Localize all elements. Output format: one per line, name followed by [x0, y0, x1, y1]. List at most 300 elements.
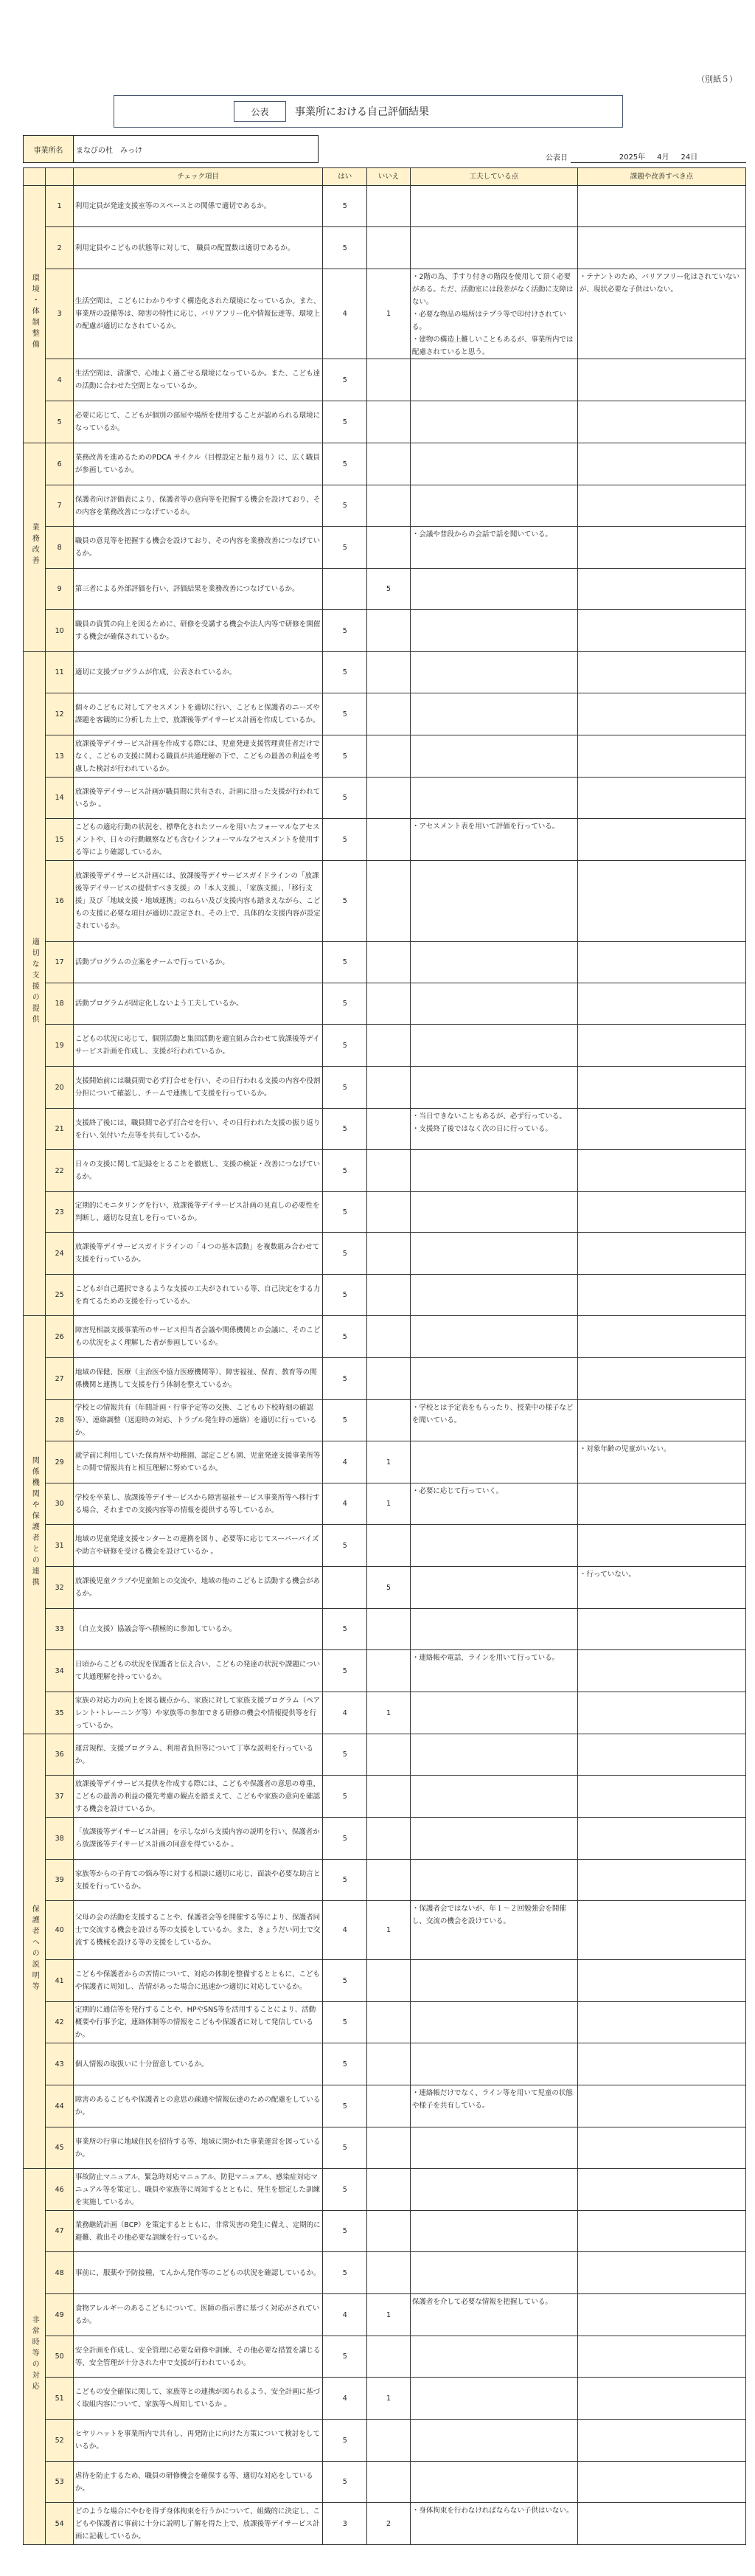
check-item-text: こどもの安全確保に関して、家族等との連携が図られるよう、安全計画に基づく取組内容について、家族等へ周知しているか 。	[73, 2378, 322, 2420]
no-count: 5	[367, 1567, 411, 1609]
good-points-cell: ・連絡帳や電話、ラインを用いて行っている。	[410, 1650, 577, 1692]
check-item-text: 支援終了後には、職員間で必ず打合せを行い、その日行われた支援の振り返りを行い､気付いた点等を共有しているか。	[73, 1109, 322, 1150]
good-points-cell	[410, 2169, 577, 2211]
yes-count: 5	[323, 2211, 367, 2252]
no-count: 2	[367, 2503, 411, 2545]
yes-count: 5	[323, 1233, 367, 1275]
yes-count: 4	[323, 1483, 367, 1525]
check-item-text: 放課後等デイサービス計画を作成する際には、児童発達支援管理責任者だけでなく、こどもの支援に関わる職員が共通理解の下で、こどもの最善の利益を考慮した検討が行われているか。	[73, 735, 322, 778]
item-number: 17	[46, 942, 73, 983]
category-cell	[24, 186, 46, 443]
check-item-text: 「放課後等デイサービス計画」を示しながら支援内容の説明を行い、保護者から放課後等デイサービス計画の同意を得ているか 。	[73, 1818, 322, 1860]
check-item-text: 職員の資質の向上を図るために、研修を受講する機会や法人内等で研修を開催する機会が確保されているか。	[73, 610, 322, 652]
issues-cell	[577, 610, 745, 652]
item-number: 21	[46, 1109, 73, 1150]
header-issues: 課題や改善すべき点	[577, 168, 745, 186]
yes-count: 5	[323, 1776, 367, 1818]
good-points-cell	[410, 1692, 577, 1734]
check-item-text: どのような場合にやむを得ず身体拘束を行うかについて、組織的に決定し、こどもや保護者に事前に十分に説明し了解を得た上で、放課後等デイサービス計画に記載しているか。	[73, 2503, 322, 2545]
good-points-cell	[410, 1860, 577, 1901]
good-points-cell	[410, 1358, 577, 1400]
good-points-cell	[410, 693, 577, 735]
no-count	[367, 819, 411, 861]
issues-cell	[577, 1901, 745, 1960]
check-item-text: 第三者による外部評価を行い、評価結果を業務改善につなげているか。	[73, 569, 322, 610]
yes-count: 5	[323, 527, 367, 569]
issues-cell	[577, 2127, 745, 2169]
yes-count: 5	[323, 1316, 367, 1358]
yes-count: 5	[323, 1650, 367, 1692]
no-count	[367, 942, 411, 983]
good-points-cell	[410, 485, 577, 527]
check-item-text: （自立支援）協議会等へ積極的に参加しているか。	[73, 1609, 322, 1650]
yes-count: 5	[323, 1860, 367, 1901]
good-points-cell	[410, 1233, 577, 1275]
table-row	[24, 1109, 746, 1150]
check-item-text: 適切に支援プログラムが作成、公表されているか。	[73, 652, 322, 693]
item-number: 19	[46, 1025, 73, 1067]
table-row	[24, 2294, 746, 2336]
item-number: 1	[46, 186, 73, 227]
issues-cell: ・対象年齢の児童がいない。	[577, 1441, 745, 1483]
check-item-text: 支援開始前には職員間で必ず打合せを行い、その日行われる支援の内容や役割分担について確認し、チームで連携して支援を行っているか。	[73, 1067, 322, 1109]
yes-count: 5	[323, 2127, 367, 2169]
issues-cell	[577, 1483, 745, 1525]
item-number: 33	[46, 1609, 73, 1650]
category-cell	[24, 443, 46, 652]
yes-count	[323, 569, 367, 610]
good-points-cell	[410, 1525, 577, 1567]
good-points-cell	[410, 861, 577, 942]
issues-cell	[577, 2420, 745, 2462]
good-points-cell	[410, 1067, 577, 1109]
issues-cell	[577, 1609, 745, 1650]
check-item-text: 日頃からこどもの状況を保護者と伝え合い、こどもの発達の状況や課題について共通理解を持っているか。	[73, 1650, 322, 1692]
issues-cell	[577, 819, 745, 861]
check-item-text: 業務継続計画（BCP）を策定するとともに、非常災害の発生に備え、定期的に避難、救出その他必要な訓練を行っているか。	[73, 2211, 322, 2252]
table-row	[24, 942, 746, 983]
check-item-text: ヒヤリハットを事業所内で共有し、再発防止に向けた方策について検討をしているか。	[73, 2420, 322, 2462]
table-row	[24, 527, 746, 569]
table-row	[24, 2420, 746, 2462]
good-points-cell	[410, 1567, 577, 1609]
check-item-text: 障害のあるこどもや保護者との意思の疎通や情報伝達のための配慮をしているか。	[73, 2085, 322, 2127]
office-name-value: まなびの杜 みっけ	[76, 146, 142, 155]
item-number: 39	[46, 1860, 73, 1901]
check-item-text: 安全計画を作成し、安全管理に必要な研修や訓練、その他必要な措置を講じる等、安全管理が十分された中で支援が行われているか。	[73, 2336, 322, 2378]
table-row	[24, 652, 746, 693]
yes-count: 5	[323, 1609, 367, 1650]
issues-cell	[577, 1860, 745, 1901]
check-item-text: 地域の児童発達支援センターとの連携を図り、必要等に応じてスーパーバイズや助言や研修を受ける機会を設けているか 。	[73, 1525, 322, 1567]
good-points-cell	[410, 359, 577, 401]
publish-date-label: 公表日	[546, 153, 568, 162]
table-row	[24, 569, 746, 610]
no-count	[367, 1192, 411, 1233]
no-count: 1	[367, 1483, 411, 1525]
yes-count: 5	[323, 1067, 367, 1109]
check-item-text: 放課後等デイサービス提供を作成する際には、こどもや保護者の意思の尊重、こどもの最善の利益の優先考慮の観点を踏まえて、こどもや家族の意向を確認する機会を設けているか。	[73, 1776, 322, 1818]
issues-cell	[577, 227, 745, 269]
good-points-cell: ・必要に応じて行っていく。	[410, 1483, 577, 1525]
check-item-text: 地域の保健、医療（主治医や協力医療機関等）、障害福祉、保育、教育等の関係機関と連携して支援を行う体制を整えているか。	[73, 1358, 322, 1400]
yes-count: 5	[323, 1192, 367, 1233]
yes-count: 5	[323, 735, 367, 778]
good-points-cell	[410, 2462, 577, 2503]
issues-cell	[577, 2211, 745, 2252]
no-count: 5	[367, 569, 411, 610]
check-item-text: 事故防止マニュアル、緊急時対応マニュアル、防犯マニュアル、感染症対応マニュアル等を策定し、職員や家族等に周知するとともに、発生を想定した訓練を実施しているか。	[73, 2169, 322, 2211]
issues-cell	[577, 1316, 745, 1358]
issues-cell	[577, 735, 745, 778]
category-label: 環境・体制整備	[30, 273, 39, 351]
item-number: 13	[46, 735, 73, 778]
item-number: 24	[46, 1233, 73, 1275]
publish-year: 2025年	[619, 153, 646, 162]
yes-count: 5	[323, 1400, 367, 1441]
table-row	[24, 2043, 746, 2085]
yes-count: 5	[323, 1275, 367, 1316]
check-item-text: 事前に、服薬や予防接種、てんかん発作等のこどもの状況を確認しているか。	[73, 2252, 322, 2294]
no-count	[367, 2336, 411, 2378]
no-count	[367, 1776, 411, 1818]
table-row	[24, 1734, 746, 1776]
issues-cell	[577, 2043, 745, 2085]
item-number: 45	[46, 2127, 73, 2169]
good-points-cell: ・2階の為、手すり付きの階段を使用して頂く必要がある。ただ、活動室には段差がなく活動に支障はない。 ・必要な物品の場所はテプラ等で印付けされている。 ・建物の構造上難しいこともあるが、事業所内では配慮されていると思う。	[410, 269, 577, 359]
no-count	[367, 1400, 411, 1441]
check-item-text: 必要に応じて、こどもが個別の部屋や場所を使用することが認められる環境になっているか。	[73, 401, 322, 443]
yes-count: 4	[323, 1441, 367, 1483]
table-row	[24, 693, 746, 735]
attachment-label: （別紙５）	[697, 75, 737, 84]
issues-cell	[577, 359, 745, 401]
item-number: 32	[46, 1567, 73, 1609]
issues-cell	[577, 1192, 745, 1233]
table-row	[24, 1400, 746, 1441]
no-count: 1	[367, 2378, 411, 2420]
item-number: 9	[46, 569, 73, 610]
yes-count: 5	[323, 2420, 367, 2462]
check-item-text: 事業所の行事に地域住民を招待する等、地域に開かれた事業運営を図っているか。	[73, 2127, 322, 2169]
table-row	[24, 1650, 746, 1692]
good-points-cell	[410, 2378, 577, 2420]
table-header-row	[24, 168, 746, 186]
yes-count: 5	[323, 359, 367, 401]
good-points-cell	[410, 2043, 577, 2085]
title-box	[114, 95, 623, 128]
issues-cell	[577, 2294, 745, 2336]
table-row	[24, 2002, 746, 2043]
office-name-label: 事業所名	[24, 136, 74, 162]
issues-cell	[577, 2336, 745, 2378]
check-item-text: 利用定員が発達支援室等のスペースとの関係で適切であるか。	[73, 186, 322, 227]
good-points-cell: ・保護者会ではないが、年１～２回勉強会を開催し、交流の機会を設けている。	[410, 1901, 577, 1960]
no-count	[367, 1609, 411, 1650]
yes-count: 5	[323, 1818, 367, 1860]
issues-cell	[577, 2378, 745, 2420]
yes-count: 4	[323, 1692, 367, 1734]
item-number: 25	[46, 1275, 73, 1316]
header-number	[46, 168, 73, 186]
yes-count: 5	[323, 1109, 367, 1150]
category-label: 非常時等の対応	[30, 2316, 39, 2393]
header-category	[24, 168, 46, 186]
good-points-cell	[410, 983, 577, 1025]
table-row	[24, 1818, 746, 1860]
good-points-cell	[410, 1441, 577, 1483]
table-row	[24, 2378, 746, 2420]
no-count	[367, 1067, 411, 1109]
check-item-text: 個人情報の取扱いに十分留意しているか。	[73, 2043, 322, 2085]
publish-date-value	[571, 150, 746, 163]
category-label: 保護者への説明等	[30, 1905, 39, 1993]
yes-count: 5	[323, 778, 367, 819]
issues-cell	[577, 2462, 745, 2503]
yes-count: 5	[323, 2043, 367, 2085]
yes-count: 5	[323, 401, 367, 443]
good-points-cell	[410, 2336, 577, 2378]
check-item-text: 放課後等デイサービス計画には、放課後等デイサービスガイドラインの「放課後等デイサービスの提供すべき支援」の「本人支援」、「家族支援」、「移行支援」及び「地域支援・地域連携」のねらい及び支援内容も踏まえながら、こどもの支援に必要な項目が適切に設定され、その上で、具体的な支援内容が設定されているか。	[73, 861, 322, 942]
table-row	[24, 778, 746, 819]
no-count	[367, 1358, 411, 1400]
item-number: 42	[46, 2002, 73, 2043]
good-points-cell	[410, 2127, 577, 2169]
good-points-cell	[410, 569, 577, 610]
item-number: 34	[46, 1650, 73, 1692]
issues-cell	[577, 569, 745, 610]
table-row	[24, 401, 746, 443]
table-row	[24, 1275, 746, 1316]
yes-count: 5	[323, 1734, 367, 1776]
good-points-cell	[410, 2420, 577, 2462]
no-count: 1	[367, 2294, 411, 2336]
yes-count: 5	[323, 485, 367, 527]
publish-day: 24日	[681, 153, 698, 162]
item-number: 35	[46, 1692, 73, 1734]
good-points-cell: ・会議や普段からの会話で話を聞いている。	[410, 527, 577, 569]
good-points-cell	[410, 1316, 577, 1358]
yes-count: 5	[323, 2252, 367, 2294]
no-count	[367, 693, 411, 735]
good-points-cell	[410, 778, 577, 819]
issues-cell	[577, 1525, 745, 1567]
good-points-cell	[410, 186, 577, 227]
no-count	[367, 2169, 411, 2211]
issues-cell	[577, 1275, 745, 1316]
good-points-cell	[410, 227, 577, 269]
good-points-cell	[410, 1609, 577, 1650]
yes-count: 5	[323, 2002, 367, 2043]
check-item-text: 保護者向け評価表により、保護者等の意向等を把握する機会を設けており、その内容を業務改善につなげているか。	[73, 485, 322, 527]
table-row	[24, 186, 746, 227]
item-number: 3	[46, 269, 73, 359]
good-points-cell	[410, 610, 577, 652]
no-count	[367, 1818, 411, 1860]
good-points-cell: ・連絡帳だけでなく、ライン等を用いて児童の状態や様子を共有している。	[410, 2085, 577, 2127]
issues-cell	[577, 1776, 745, 1818]
no-count	[367, 1734, 411, 1776]
no-count	[367, 186, 411, 227]
header-good-points: 工夫している点	[410, 168, 577, 186]
yes-count: 5	[323, 861, 367, 942]
issues-cell	[577, 186, 745, 227]
issues-cell	[577, 1150, 745, 1192]
item-number: 29	[46, 1441, 73, 1483]
table-row	[24, 1025, 746, 1067]
issues-cell	[577, 1233, 745, 1275]
table-row	[24, 1960, 746, 2002]
issues-cell	[577, 1650, 745, 1692]
check-item-text: 学校を卒業し、放課後等デイサービスから障害福祉サービス事業所等へ移行する場合、それまでの支援内容等の情報を提供する等しているか。	[73, 1483, 322, 1525]
issues-cell: ・行っていない。	[577, 1567, 745, 1609]
header-no: いいえ	[367, 168, 411, 186]
header-yes: はい	[323, 168, 367, 186]
item-number: 44	[46, 2085, 73, 2127]
no-count	[367, 1860, 411, 1901]
issues-cell	[577, 2085, 745, 2127]
table-body	[24, 186, 746, 2545]
issues-cell	[577, 1358, 745, 1400]
table-row	[24, 2085, 746, 2127]
publish-month: 4月	[657, 153, 669, 162]
yes-count: 5	[323, 227, 367, 269]
check-item-text: 活動プログラムが固定化しないよう工夫しているか。	[73, 983, 322, 1025]
check-item-text: 放課後等デイサービスガイドラインの「４つの基本活動」を複数組み合わせて支援を行っているか。	[73, 1233, 322, 1275]
good-points-cell: 保護者を介して必要な情報を把握している。	[410, 2294, 577, 2336]
table-row	[24, 359, 746, 401]
category-cell	[24, 2169, 46, 2545]
item-number: 48	[46, 2252, 73, 2294]
no-count	[367, 2462, 411, 2503]
no-count	[367, 778, 411, 819]
issues-cell	[577, 443, 745, 485]
good-points-cell: ・アセスメント表を用いて評価を行っている。	[410, 819, 577, 861]
item-number: 49	[46, 2294, 73, 2336]
item-number: 40	[46, 1901, 73, 1960]
item-number: 10	[46, 610, 73, 652]
item-number: 12	[46, 693, 73, 735]
good-points-cell: ・当日できないこともあるが、必ず行っている。 ・支援終了後ではなく次の日に行っている。	[410, 1109, 577, 1150]
table-row	[24, 1567, 746, 1609]
item-number: 26	[46, 1316, 73, 1358]
issues-cell	[577, 2002, 745, 2043]
no-count	[367, 2085, 411, 2127]
yes-count: 5	[323, 2336, 367, 2378]
item-number: 37	[46, 1776, 73, 1818]
no-count	[367, 2420, 411, 2462]
issues-cell	[577, 861, 745, 942]
table-row	[24, 1067, 746, 1109]
table-row	[24, 819, 746, 861]
no-count	[367, 2043, 411, 2085]
check-item-text: こどもや保護者からの苦情について、対応の体制を整備するとともに、こどもや保護者に周知し、苦情があった場合に迅速かつ適切に対応しているか。	[73, 1960, 322, 2002]
item-number: 2	[46, 227, 73, 269]
item-number: 52	[46, 2420, 73, 2462]
item-number: 20	[46, 1067, 73, 1109]
check-item-text: 利用定員やこどもの状態等に対して、 職員の配置数は適切であるか。	[73, 227, 322, 269]
check-item-text: 食物アレルギーのあるこどもについて、医師の指示書に基づく対応がされているか。	[73, 2294, 322, 2336]
header-check-item: チェック項目	[73, 168, 322, 186]
no-count	[367, 1525, 411, 1567]
no-count	[367, 1316, 411, 1358]
yes-count: 5	[323, 2085, 367, 2127]
item-number: 23	[46, 1192, 73, 1233]
yes-count: 5	[323, 1525, 367, 1567]
table-row	[24, 1192, 746, 1233]
table-row	[24, 610, 746, 652]
table-row	[24, 2169, 746, 2211]
table-row	[24, 1441, 746, 1483]
good-points-cell	[410, 652, 577, 693]
issues-cell	[577, 942, 745, 983]
check-item-text: 虐待を防止するため、職員の研修機会を確保する等、適切な対応をしているか。	[73, 2462, 322, 2503]
yes-count: 5	[323, 1025, 367, 1067]
item-number: 43	[46, 2043, 73, 2085]
table-row	[24, 983, 746, 1025]
yes-count: 4	[323, 2378, 367, 2420]
item-number: 47	[46, 2211, 73, 2252]
good-points-cell	[410, 2211, 577, 2252]
issues-cell	[577, 2252, 745, 2294]
table-row	[24, 1233, 746, 1275]
no-count	[367, 1233, 411, 1275]
table-row	[24, 485, 746, 527]
yes-count: 5	[323, 819, 367, 861]
table-row	[24, 2462, 746, 2503]
no-count	[367, 983, 411, 1025]
check-item-text: 家族の対応力の向上を図る観点から、家族に対して家族支援プログラム（ペアレント･トレーニング等）や家族等の参加できる研修の機会や情報提供等を行っているか。	[73, 1692, 322, 1734]
no-count	[367, 2127, 411, 2169]
issues-cell	[577, 1109, 745, 1150]
issues-cell	[577, 1692, 745, 1734]
no-count: 1	[367, 1692, 411, 1734]
issues-cell	[577, 2503, 745, 2545]
good-points-cell	[410, 1275, 577, 1316]
category-label: 適切な支援の提供	[30, 937, 39, 1026]
table-row	[24, 1525, 746, 1567]
good-points-cell	[410, 1734, 577, 1776]
check-item-text: 活動プログラムの立案をチームで行っているか。	[73, 942, 322, 983]
check-item-text: 放課後児童クラブや児童館との交流や、地域の他のこどもと活動する機会があるか。	[73, 1567, 322, 1609]
issues-cell	[577, 983, 745, 1025]
no-count	[367, 1650, 411, 1692]
table-row	[24, 1483, 746, 1525]
yes-count: 5	[323, 1960, 367, 2002]
yes-count: 5	[323, 983, 367, 1025]
yes-count: 5	[323, 2169, 367, 2211]
yes-count: 5	[323, 2462, 367, 2503]
no-count	[367, 1150, 411, 1192]
yes-count: 5	[323, 610, 367, 652]
check-item-text: 生活空間は、清潔で、心地よく過ごせる環境になっているか。また、こども達の活動に合わせた空間となっているか。	[73, 359, 322, 401]
no-count	[367, 359, 411, 401]
table-row	[24, 2211, 746, 2252]
item-number: 50	[46, 2336, 73, 2378]
check-item-text: こどもの状況に応じて、個別活動と集団活動を適宜組み合わせて放課後等デイサービス計画を作成し、支援が行われているか。	[73, 1025, 322, 1067]
item-number: 38	[46, 1818, 73, 1860]
issues-cell	[577, 1067, 745, 1109]
item-number: 14	[46, 778, 73, 819]
item-number: 31	[46, 1525, 73, 1567]
check-item-text: 日々の支援に関して記録をとることを徹底し、支援の検証・改善につなげているか。	[73, 1150, 322, 1192]
yes-count: 5	[323, 942, 367, 983]
table-row	[24, 443, 746, 485]
publish-date	[531, 150, 746, 163]
no-count	[367, 610, 411, 652]
check-item-text: 父母の会の活動を支援することや、保護者会等を開催する等により、保護者同士で交流する機会を設ける等の支援をしているか。また、きょうだい同士で交流する機械を設ける等の支援をしているか。	[73, 1901, 322, 1960]
table-row	[24, 1150, 746, 1192]
